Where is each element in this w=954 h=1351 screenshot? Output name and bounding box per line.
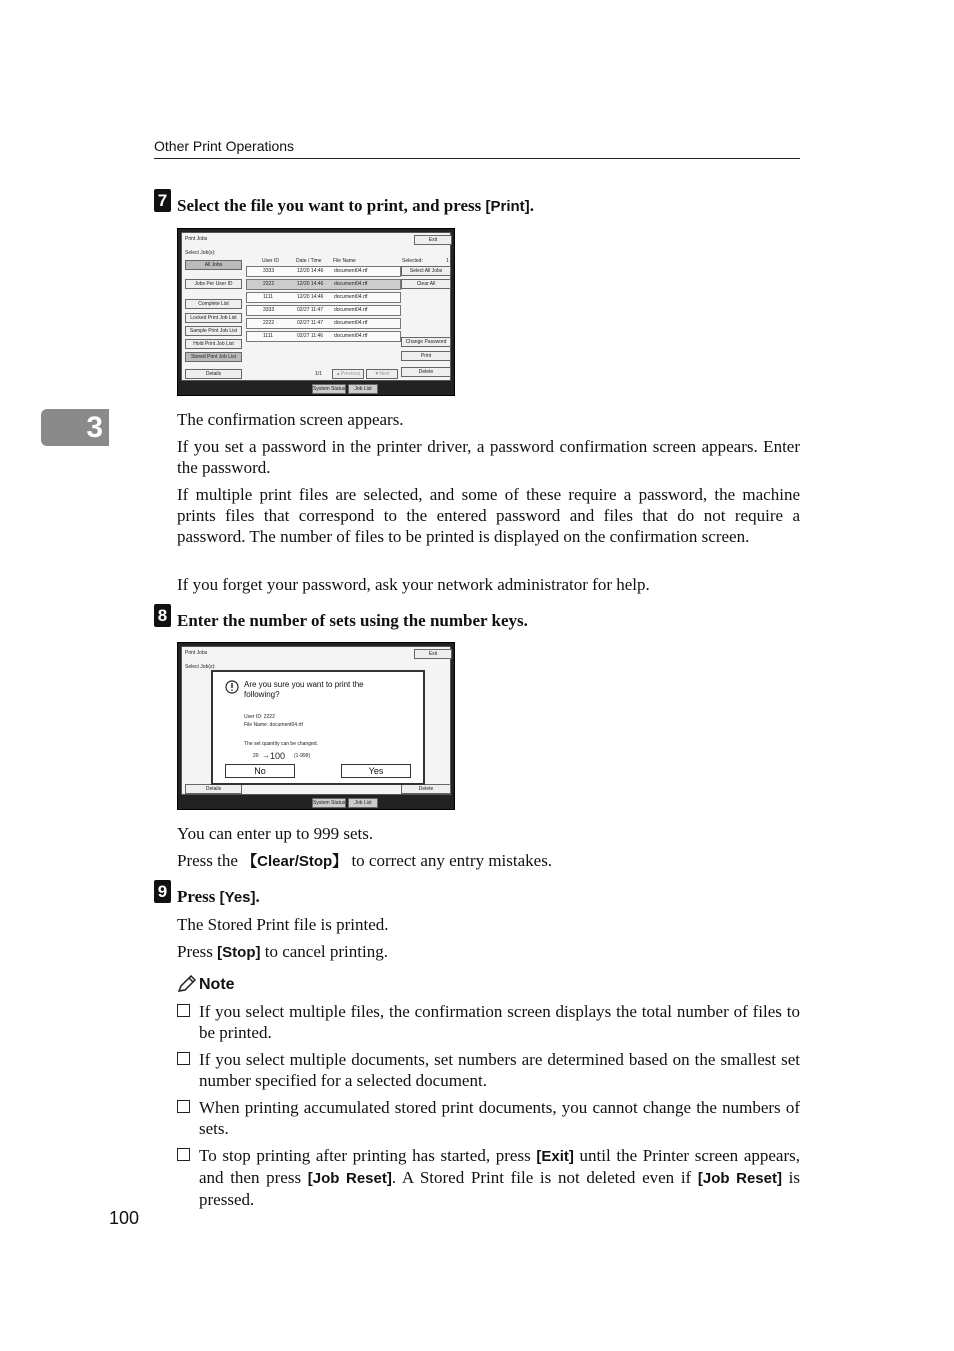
- print-jobs-screen: [177, 228, 455, 396]
- change-password-button[interactable]: Change Password: [401, 337, 451, 347]
- paragraph: The confirmation screen appears.: [177, 410, 404, 429]
- complete-list-button[interactable]: Complete List: [185, 299, 242, 309]
- step-title-7: Select the file you want to print, and press [Print].: [177, 196, 534, 215]
- screen-title: Print Jobs: [185, 650, 208, 656]
- step-number-7: 7: [154, 189, 171, 212]
- paragraph: If multiple print files are selected, and some of these require a password, the machine prints files that correspond to the entered password and files that do not require a password. The number of files to be printed is displayed on the confirmation screen.: [177, 485, 800, 546]
- exit-button[interactable]: Exit: [414, 649, 452, 659]
- note-item: When printing accumulated stored print documents, you cannot change the numbers of sets.: [177, 1097, 800, 1139]
- job-reset-key-label: [Job Reset]: [307, 1170, 392, 1187]
- col-date-time: Date / Time: [296, 258, 322, 264]
- select-jobs-label: Select Job(s):: [185, 250, 216, 256]
- note-item: If you select multiple documents, set numbers are determined based on the smallest set number specified for a selected document.: [177, 1049, 800, 1091]
- select-all-jobs-button[interactable]: Select All Jobs: [401, 266, 451, 276]
- paragraph: The Stored Print file is printed.: [177, 915, 389, 934]
- checkbox-icon: [177, 1004, 190, 1017]
- jobs-per-user-button[interactable]: Jobs Per User ID: [185, 279, 242, 289]
- table-row[interactable]: 1111 12/20 14:46 document04.rtf: [246, 292, 401, 303]
- step-title-8: Enter the number of sets using the number keys.: [177, 611, 528, 630]
- print-key-label: [Print]: [485, 198, 530, 215]
- no-button[interactable]: No: [225, 764, 295, 778]
- all-jobs-button[interactable]: All Jobs: [185, 260, 242, 270]
- stored-print-list-button[interactable]: Stored Print Job List: [185, 352, 242, 362]
- col-file-name: File Name: [333, 258, 356, 264]
- note-item: To stop printing after printing has started, press [Exit] until the Printer screen appears, and then press [Job Reset]. A Stored Print file is not deleted even if [Job Reset] is pressed.: [177, 1145, 800, 1208]
- dialog-note: The set quantity can be changed.: [244, 741, 318, 747]
- table-row[interactable]: 2222 02/27 11:47 document04.rtf: [246, 318, 401, 329]
- step-number-9: 9: [154, 880, 171, 903]
- paragraph: You can enter up to 999 sets.: [177, 824, 374, 843]
- dialog-user-id: User ID: 2222: [244, 714, 275, 720]
- status-bar: [178, 382, 454, 395]
- select-jobs-label: Select Job(s):: [185, 664, 216, 670]
- print-button[interactable]: Print: [401, 351, 451, 361]
- dialog-file-name: File Name: document04.rtf: [244, 722, 303, 728]
- details-button[interactable]: Details: [185, 784, 242, 794]
- table-row[interactable]: 3333 12/20 14:46 document04.rtf: [246, 266, 401, 277]
- qty-new[interactable]: 100: [270, 751, 286, 761]
- locked-print-list-button[interactable]: Locked Print Job List: [185, 313, 242, 323]
- status-bar: [178, 796, 454, 809]
- delete-button[interactable]: Delete: [401, 784, 451, 794]
- note-item: If you select multiple files, the confirmation screen displays the total number of files to be printed.: [177, 1001, 800, 1043]
- header-rule: [154, 158, 800, 159]
- sample-print-list-button[interactable]: Sample Print Job List: [185, 326, 242, 336]
- table-row[interactable]: 1111 02/27 11:46 document04.rtf: [246, 331, 401, 342]
- confirm-dialog: [211, 670, 425, 785]
- chapter-tab: [41, 409, 109, 446]
- details-button[interactable]: Details: [185, 369, 242, 379]
- checkbox-icon: [177, 1052, 190, 1065]
- checkbox-icon: [177, 1100, 190, 1113]
- selected-count: 1: [446, 258, 449, 264]
- qty-range: (1-999): [294, 753, 311, 759]
- table-row[interactable]: 3333 02/27 11:47 document04.rtf: [246, 305, 401, 316]
- job-reset-key-label: [Job Reset]: [697, 1170, 782, 1187]
- paragraph: Press the 【Clear/Stop】 to correct any entry mistakes.: [177, 851, 553, 870]
- qty-old: 20: [253, 753, 259, 759]
- paragraph: If you set a password in the printer driver, a password confirmation screen appears. Enter the password.: [177, 437, 800, 477]
- screen-title: Print Jobs: [185, 236, 208, 242]
- clear-all-button[interactable]: Clear All: [401, 279, 451, 289]
- next-button[interactable]: ▼Next: [366, 369, 398, 379]
- job-list-button[interactable]: Job List: [348, 798, 378, 808]
- clear-stop-key: 【Clear/Stop】: [242, 853, 348, 870]
- table-row[interactable]: 2222 12/20 14:46 document04.rtf: [246, 279, 401, 290]
- hold-print-list-button[interactable]: Hold Print Job List: [185, 339, 242, 349]
- step-number-8: 8: [154, 604, 171, 627]
- paragraph: Press [Stop] to cancel printing.: [177, 942, 388, 961]
- stop-key-label: [Stop]: [217, 944, 261, 961]
- selected-label: Selected:: [402, 258, 423, 264]
- job-list-button[interactable]: Job List: [348, 384, 378, 394]
- checkbox-icon: [177, 1148, 190, 1161]
- dialog-question: Are you sure you want to print the following?: [244, 680, 364, 699]
- print-jobs-panel: [181, 232, 451, 381]
- col-user-id: User ID: [262, 258, 279, 264]
- arrow-right-icon: →: [262, 751, 270, 760]
- system-status-button[interactable]: System Status: [313, 386, 346, 392]
- chapter-number: 3: [86, 411, 103, 444]
- note-heading: Note: [199, 976, 235, 993]
- page-number: 100: [109, 1208, 140, 1228]
- running-header: Other Print Operations: [154, 138, 295, 154]
- paragraph: If you forget your password, ask your network administrator for help.: [177, 575, 650, 594]
- alert-icon: [225, 680, 239, 694]
- yes-button[interactable]: Yes: [341, 764, 411, 778]
- exit-button[interactable]: Exit: [414, 235, 452, 245]
- previous-button[interactable]: ▲Previous: [332, 369, 364, 379]
- yes-key-label: [Yes]: [219, 889, 256, 906]
- delete-button[interactable]: Delete: [401, 367, 451, 377]
- system-status-button[interactable]: System Status: [313, 800, 346, 806]
- pager: 1/1: [315, 371, 322, 377]
- step-title-9: Press [Yes].: [177, 887, 260, 906]
- exit-key-label: [Exit]: [536, 1148, 574, 1165]
- pencil-icon: [177, 975, 197, 993]
- confirmation-screen: [177, 642, 455, 810]
